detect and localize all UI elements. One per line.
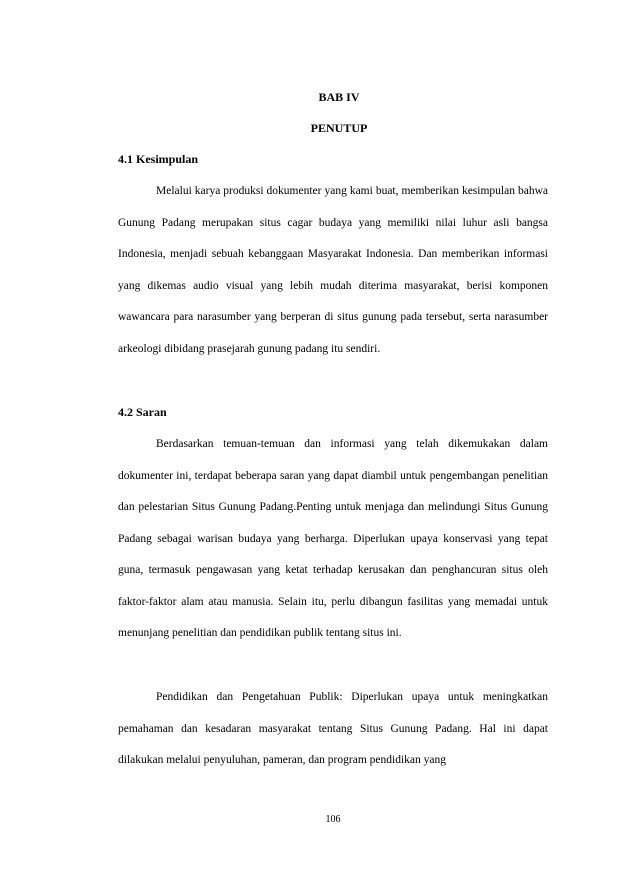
page-number: 106 [325,814,341,825]
suggestion-paragraph-1: Berdasarkan temuan-temuan dan informasi yang telah dikemukakan dalam dokumenter ini, terdapat beberapa saran yang dapat diambil untuk pengembangan penelitian dan pelestarian Situs Gunung Padang.Penting untuk menjaga dan melindungi Situs Gunung Padang sebagai warisan budaya yang berharga. Diperlukan upaya konservasi yang tepat guna, termasuk pengawasan yang ketat terhadap kerusakan dan penghancuran situs oleh faktor-faktor alam atau manusia. Selain itu, perlu dibangun fasilitas yang memadai untuk menunjang penelitian dan pendidikan publik tentang situs ini. [118,438,548,639]
section-heading-suggestion: 4.2 Saran [118,405,167,419]
conclusion-paragraph: Melalui karya produksi dokumenter yang kami buat, memberikan kesimpulan bahwa Gunung Padang merupakan situs cagar budaya yang memiliki nilai luhur asli bangsa Indonesia, menjadi sebuah kebanggaan Masyarakat Indonesia. Dan memberikan informasi yang dikemas audio visual yang lebih mudah diterima masyarakat, berisi komponen wawancara para narasumber yang berperan di situs gunung pada tersebut, serta narasumber arkeologi dibidang prasejarah gunung padang itu sendiri. [118,185,548,355]
chapter-number: BAB IV [318,90,360,104]
section-heading-conclusion: 4.1 Kesimpulan [118,152,199,166]
chapter-title: PENUTUP [310,121,368,135]
suggestion-paragraph-2: Pendidikan dan Pengetahuan Publik: Diperlukan upaya untuk meningkatkan pemahaman dan kesadaran masyarakat tentang Situs Gunung Padang. Hal ini dapat dilakukan melalui penyuluhan, pameran, dan program pendidikan yang [118,691,548,766]
